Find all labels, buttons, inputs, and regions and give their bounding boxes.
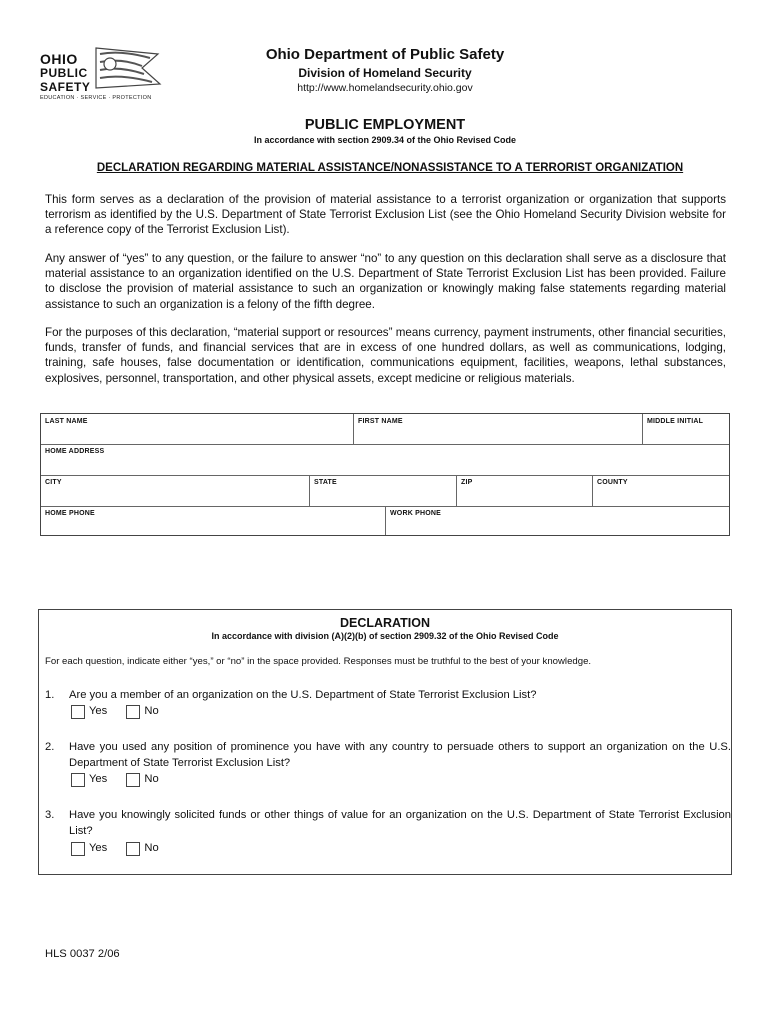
- middle-initial-field[interactable]: [642, 414, 729, 444]
- intro-paragraph: This form serves as a declaration of the provision of material assistance to a terrorist organization or organization that supports terrorism as identified by the U.S. Department of State Terrorist Exclusion List (see the Ohio Homeland Security Division website for a reference copy of the Terrorist Exclusion List).: [45, 193, 726, 237]
- question-text: Have you used any position of prominence you have with any country to persuade others to support an organization on the U.S. Department of State Terrorist Exclusion List?: [69, 741, 731, 769]
- county-label: COUNTY: [597, 479, 628, 486]
- no-checkbox[interactable]: [126, 773, 140, 787]
- work-phone-field[interactable]: [385, 506, 729, 535]
- question-number: 2.: [45, 741, 55, 753]
- definition-paragraph: For the purposes of this declaration, “material support or resources” means currency, payment instruments, other financial securities, funds, transfer of funds, and financial services that are in excess of one hundred dollars, as well as communications, lodging, training, safe houses, false documentation or identification, communications equipment, facilities, weapons, lethal substances, explosives, personnel, transportation, and other physical assets, except medicine or religious materials.: [45, 326, 726, 385]
- address-row: [41, 444, 729, 476]
- first-name-field[interactable]: [353, 414, 642, 444]
- question-number: 3.: [45, 809, 55, 821]
- question-3-options: [71, 842, 175, 854]
- city-label: CITY: [45, 479, 62, 486]
- declaration-heading: DECLARATION REGARDING MATERIAL ASSISTANCE/NONASSISTANCE TO A TERRORIST ORGANIZATION: [96, 162, 684, 174]
- question-2-yes-option[interactable]: [71, 773, 107, 785]
- question-text: Are you a member of an organization on the U.S. Department of State Terrorist Exclusion List?: [69, 689, 537, 701]
- declaration-subtitle: In accordance with division (A)(2)(b) of section 2909.32 of the Ohio Revised Code: [211, 631, 559, 641]
- city-row: [41, 475, 729, 507]
- middle-initial-label: MIDDLE INITIAL: [647, 418, 704, 425]
- home-phone-field[interactable]: [41, 506, 385, 535]
- zip-label: ZIP: [461, 479, 473, 486]
- personal-info-form: [40, 413, 730, 536]
- state-field[interactable]: [309, 475, 456, 506]
- home-address-label: HOME ADDRESS: [45, 448, 105, 455]
- form-subtitle: In accordance with section 2909.34 of the Ohio Revised Code: [253, 135, 517, 145]
- agency-title: Ohio Department of Public Safety: [265, 46, 505, 63]
- name-row: [41, 414, 729, 445]
- last-name-label: LAST NAME: [45, 418, 88, 425]
- logo-line-public: PUBLIC: [40, 66, 88, 80]
- county-field[interactable]: [592, 475, 729, 506]
- home-address-field[interactable]: [41, 444, 729, 475]
- no-label: No: [144, 842, 159, 854]
- yes-checkbox[interactable]: [71, 842, 85, 856]
- declaration-instructions: For each question, indicate either “yes,” or “no” in the space provided. Responses must be truthful to the best of your knowledge.: [45, 656, 592, 667]
- declaration-title: DECLARATION: [339, 616, 431, 630]
- yes-checkbox[interactable]: [71, 773, 85, 787]
- logo-tagline: EDUCATION · SERVICE · PROTECTION: [40, 95, 152, 101]
- home-phone-label: HOME PHONE: [45, 510, 95, 517]
- first-name-label: FIRST NAME: [358, 418, 403, 425]
- yes-label: Yes: [89, 842, 108, 854]
- state-label: STATE: [314, 479, 337, 486]
- declaration-box: [38, 609, 732, 875]
- no-checkbox[interactable]: [126, 842, 140, 856]
- question-1-options: [71, 705, 175, 717]
- no-label: No: [144, 773, 159, 785]
- agency-url: http://www.homelandsecurity.ohio.gov: [297, 82, 473, 94]
- form-number: HLS 0037 2/06: [45, 948, 120, 960]
- work-phone-label: WORK PHONE: [390, 510, 441, 517]
- division-title: Division of Homeland Security: [298, 66, 472, 80]
- question-1-no-option[interactable]: [126, 705, 158, 717]
- form-title: PUBLIC EMPLOYMENT: [304, 117, 466, 133]
- question-2-no-option[interactable]: [126, 773, 158, 785]
- no-checkbox[interactable]: [126, 705, 140, 719]
- zip-field[interactable]: [456, 475, 592, 506]
- question-3-no-option[interactable]: [126, 842, 158, 854]
- yes-label: Yes: [89, 773, 108, 785]
- last-name-field[interactable]: [41, 414, 353, 444]
- question-3-yes-option[interactable]: [71, 842, 107, 854]
- logo-line-safety: SAFETY: [40, 80, 91, 94]
- question-1-yes-option[interactable]: [71, 705, 107, 717]
- phone-row: [41, 506, 729, 535]
- question-text: Have you knowingly solicited funds or other things of value for an organization on the U.S. Department of State Terrorist Exclusion List?: [69, 809, 731, 837]
- disclosure-paragraph: Any answer of “yes” to any question, or the failure to answer “no” to any question on this declaration shall serve as a disclosure that material assistance to an organization identified on the U.S. Department of State Terrorist Exclusion List has been provided. Failure to disclose the provision of material assistance to such an organization or knowingly making false statements regarding material assistance to such an organization is a felony of the fifth degree.: [45, 252, 726, 311]
- question-number: 1.: [45, 689, 55, 701]
- city-field[interactable]: [41, 475, 309, 506]
- logo-line-ohio: OHIO: [40, 51, 78, 67]
- yes-label: Yes: [89, 705, 108, 717]
- question-2-options: [71, 773, 175, 785]
- yes-checkbox[interactable]: [71, 705, 85, 719]
- no-label: No: [144, 705, 159, 717]
